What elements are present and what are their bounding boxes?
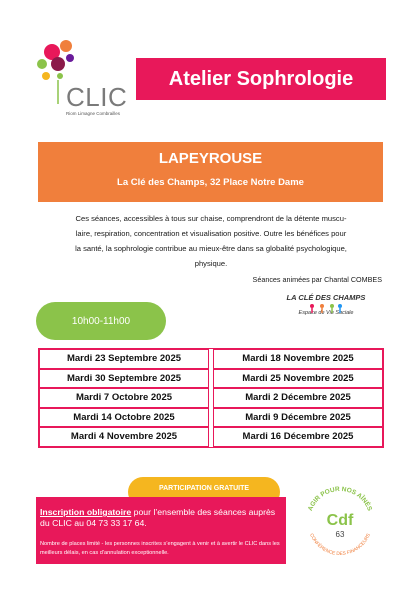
partner-name: LA CLÉ DES CHAMPS: [286, 293, 366, 302]
clic-logo: [30, 34, 130, 124]
description-line: laire, respiration, concentration et visualisation positive. Outre les bénéfices pour: [75, 229, 347, 238]
time-pill: [36, 302, 166, 340]
date-cell: Mardi 30 Septembre 2025: [39, 369, 209, 389]
people-figures-icon: [306, 303, 346, 313]
clic-logo-subtitle: Riom Limagne Combrailles: [66, 111, 121, 116]
inscription-text: [40, 507, 284, 529]
partner-logo: [276, 293, 376, 325]
cdf-arc-bottom: CONFÉRENCE DES FINANCEURS: [308, 533, 372, 558]
inscription-required: Inscription obligatoire: [40, 507, 132, 517]
date-cell: Mardi 23 Septembre 2025: [39, 349, 209, 369]
location-name: LAPEYROUSE: [158, 150, 263, 167]
cdf-mark: Cdf: [326, 512, 354, 529]
inscription-details: pour l’ensemble des séances auprès du CLIC au 04 73 33 17 64.: [40, 507, 276, 528]
date-cell: Mardi 25 Novembre 2025: [213, 369, 383, 389]
description-line: la santé, la sophrologie contribue au mieux-être dans sa globalité psychologique,: [75, 244, 347, 253]
cdf-arc-top: AGIR POUR NOS AÎNÉS: [306, 485, 374, 513]
dates-table: [38, 348, 384, 448]
cdf-badge: [300, 481, 380, 561]
description-line: Ces séances, accessibles à tous sur chaise, comprendront de la détente muscu-: [75, 214, 347, 223]
description: [42, 211, 380, 271]
inscription-box: [36, 497, 286, 564]
date-cell: Mardi 4 Novembre 2025: [39, 427, 209, 447]
free-participation-text: PARTICIPATION GRATUITE: [158, 484, 250, 492]
partner-subtitle: Espace de Vie Sociale: [298, 310, 354, 316]
date-cell: Mardi 7 Octobre 2025: [39, 388, 209, 408]
facilitator: Séances animées par Chantal COMBES: [252, 275, 382, 284]
location-address: La Clé des Champs, 32 Place Notre Dame: [117, 177, 304, 188]
date-cell: Mardi 18 Novembre 2025: [213, 349, 383, 369]
svg-text:AGIR POUR NOS AÎNÉS: [307, 486, 373, 513]
page-title: Atelier Sophrologie: [168, 67, 354, 90]
location-banner: [38, 142, 383, 202]
date-cell: Mardi 2 Décembre 2025: [213, 388, 383, 408]
clic-logo-text: CLIC: [66, 82, 128, 112]
inscription-note: Nombre de places limité - les personnes inscrites s’engagent à venir et à avertir le CLIC dans les meilleurs délais, en cas d’annulation exceptionnelle.: [40, 541, 280, 556]
description-line: physique.: [194, 259, 228, 268]
session-time: 10h00-11h00: [71, 315, 131, 327]
date-cell: Mardi 9 Décembre 2025: [213, 408, 383, 428]
title-banner: [136, 58, 386, 100]
cdf-number: 63: [335, 530, 345, 539]
date-cell: Mardi 16 Décembre 2025: [213, 427, 383, 447]
date-cell: Mardi 14 Octobre 2025: [39, 408, 209, 428]
